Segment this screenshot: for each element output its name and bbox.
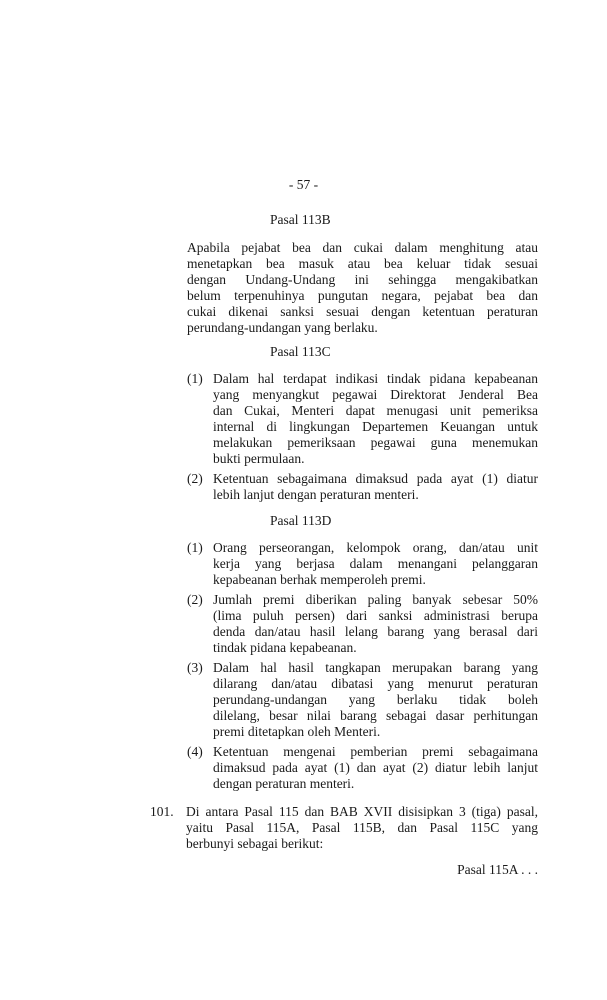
text-line: Orang perseorangan, kelompok orang, dan/atau unit bbox=[213, 540, 538, 555]
text-line: kerja yang berjasa dalam menangani pelanggaran bbox=[213, 556, 538, 571]
text-line: Ketentuan mengenai pemberian premi sebagaimana bbox=[213, 744, 538, 759]
numbered-item bbox=[187, 660, 538, 740]
numbered-item bbox=[187, 371, 538, 467]
document-body bbox=[150, 177, 538, 878]
text-line: denda dan/atau hasil lelang barang yang berasal dari bbox=[213, 624, 538, 639]
heading-pasal-113b: Pasal 113B bbox=[270, 212, 331, 227]
text-line: Jumlah premi diberikan paling banyak sebesar 50% bbox=[213, 592, 538, 607]
text-line: menetapkan bea masuk atau bea keluar tidak sesuai bbox=[187, 256, 538, 271]
numbered-item bbox=[187, 592, 538, 656]
text-line: tindak pidana kepabeanan. bbox=[213, 640, 357, 655]
text-line: dilelang, besar nilai barang sebagai dasar perhitungan bbox=[213, 708, 538, 723]
text-line: premi ditetapkan oleh Menteri. bbox=[213, 724, 381, 739]
text-line: dilarang dan/atau dibatasi yang menurut peraturan bbox=[213, 676, 538, 691]
numbered-item bbox=[187, 744, 538, 792]
text-line: berbunyi sebagai berikut: bbox=[186, 836, 324, 851]
text-line: internal di lingkungan Departemen Keuangan untuk bbox=[213, 419, 538, 434]
item-number: (1) bbox=[187, 540, 203, 555]
text-line: Dalam hal terdapat indikasi tindak pidana kepabeanan bbox=[213, 371, 538, 386]
item-101 bbox=[150, 804, 538, 852]
numbered-item bbox=[187, 471, 538, 503]
item-number: 101. bbox=[150, 804, 174, 819]
item-number: (2) bbox=[187, 471, 203, 486]
text-line: Ketentuan sebagaimana dimaksud pada ayat (1) diatur bbox=[213, 471, 538, 486]
text-line: Di antara Pasal 115 dan BAB XVII disisipkan 3 (tiga) pasal, bbox=[186, 804, 538, 819]
text-line: lebih lanjut dengan peraturan menteri. bbox=[213, 487, 419, 502]
continuation-marker: Pasal 115A . . . bbox=[457, 862, 538, 877]
paragraph-pasal-113b bbox=[187, 240, 538, 336]
numbered-item bbox=[187, 540, 538, 588]
text-line: yang menyangkut pegawai Direktorat Jenderal Bea bbox=[213, 387, 538, 402]
text-line: (lima puluh persen) dari sanksi administrasi berupa bbox=[213, 608, 538, 623]
text-line: dan Cukai, Menteri dapat menugasi unit pemeriksa bbox=[213, 403, 538, 418]
heading-pasal-113c: Pasal 113C bbox=[270, 344, 331, 359]
text-line: Apabila pejabat bea dan cukai dalam menghitung atau bbox=[187, 240, 538, 255]
item-number: (2) bbox=[187, 592, 203, 607]
text-line: dengan peraturan menteri. bbox=[213, 776, 355, 791]
page-number: - 57 - bbox=[288, 177, 319, 192]
text-line: yaitu Pasal 115A, Pasal 115B, dan Pasal 115C yang bbox=[186, 820, 538, 835]
text-line: kepabeanan berhak memperoleh premi. bbox=[213, 572, 426, 587]
text-line: bukti permulaan. bbox=[213, 451, 305, 466]
text-line: dengan Undang-Undang ini sehingga mengakibatkan bbox=[187, 272, 538, 287]
text-line: melakukan pemeriksaan pegawai guna menemukan bbox=[213, 435, 538, 450]
heading-pasal-113d: Pasal 113D bbox=[270, 513, 332, 528]
items-pasal-113c bbox=[187, 371, 538, 503]
text-line: Dalam hal hasil tangkapan merupakan barang yang bbox=[213, 660, 538, 675]
text-line: dimaksud pada ayat (1) dan ayat (2) diatur lebih lanjut bbox=[213, 760, 538, 775]
items-pasal-113d bbox=[187, 540, 538, 792]
text-line: perundang-undangan yang berlaku. bbox=[187, 320, 378, 335]
item-number: (3) bbox=[187, 660, 203, 675]
text-line: cukai dikenai sanksi sesuai dengan ketentuan peraturan bbox=[187, 304, 538, 319]
item-number: (4) bbox=[187, 744, 203, 759]
text-line: perundang-undangan yang berlaku tidak boleh bbox=[213, 692, 538, 707]
item-number: (1) bbox=[187, 371, 203, 386]
text-line: belum terpenuhinya pungutan negara, pejabat bea dan bbox=[187, 288, 538, 303]
